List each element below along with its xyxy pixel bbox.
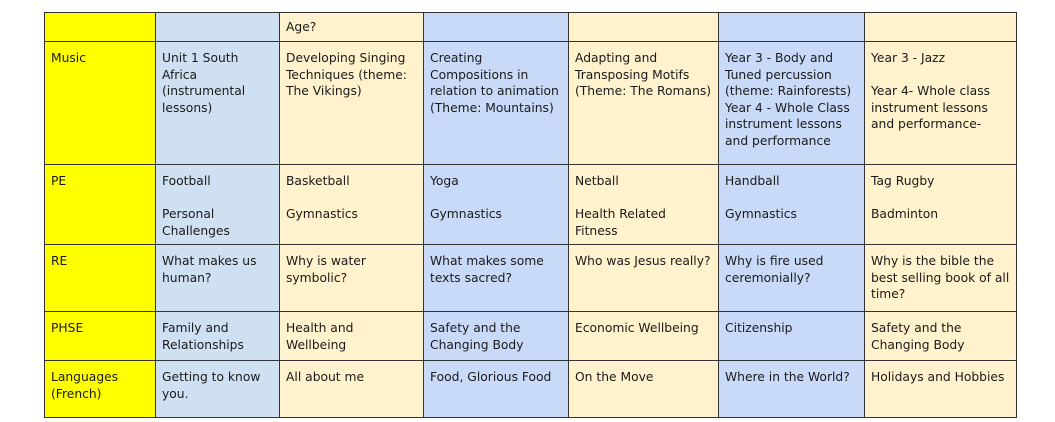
table-cell: Creating Compositions in relation to animation (Theme: Mountains) [424,42,569,165]
table-row-pe [45,165,1017,245]
table-cell: Health and Wellbeing [280,312,424,361]
table-cell: Football Personal Challenges [156,165,280,245]
table-cell: Getting to know you. [156,361,280,418]
table-cell [424,13,569,42]
table-cell: Tag Rugby Badminton [865,165,1017,245]
table-cell: Unit 1 South Africa (instrumental lessons) [156,42,280,165]
table-cell: Safety and the Changing Body [865,312,1017,361]
table-row-re [45,245,1017,312]
table-cell: Why is water symbolic? [280,245,424,312]
table-cell: Where in the World? [719,361,865,418]
table-cell: Holidays and Hobbies [865,361,1017,418]
table-cell [865,13,1017,42]
table-row-languages [45,361,1017,418]
table-cell: Family and Relationships [156,312,280,361]
table-cell: All about me [280,361,424,418]
table-cell: Economic Wellbeing [569,312,719,361]
table-cell: Handball Gymnastics [719,165,865,245]
table-cell [719,13,865,42]
table-cell: Why is the bible the best selling book of all time? [865,245,1017,312]
table-cell: Safety and the Changing Body [424,312,569,361]
table-cell: Who was Jesus really? [569,245,719,312]
subject-cell-pe: PE [45,165,156,245]
subject-cell-re: RE [45,245,156,312]
table-cell: Year 3 - Body and Tuned percussion (theme: Rainforests) Year 4 - Whole Class instrument lessons and performance [719,42,865,165]
subject-cell [45,13,156,42]
subject-cell-music: Music [45,42,156,165]
table-cell: Age? [280,13,424,42]
table-cell: Citizenship [719,312,865,361]
table-cell: Adapting and Transposing Motifs (Theme: The Romans) [569,42,719,165]
table-cell: Netball Health Related Fitness [569,165,719,245]
subject-cell-languages: Languages (French) [45,361,156,418]
subject-cell-phse: PHSE [45,312,156,361]
table-cell [156,13,280,42]
table-cell: What makes some texts sacred? [424,245,569,312]
curriculum-table [44,12,1017,418]
table-cell [569,13,719,42]
table-row-phse [45,312,1017,361]
table-cell: Developing Singing Techniques (theme: The Vikings) [280,42,424,165]
table-cell: Why is fire used ceremonially? [719,245,865,312]
table-cell: On the Move [569,361,719,418]
table-cell: Yoga Gymnastics [424,165,569,245]
table-row-header [45,13,1017,42]
table-cell: Food, Glorious Food [424,361,569,418]
table-row-music [45,42,1017,165]
table-cell: Basketball Gymnastics [280,165,424,245]
table-cell: Year 3 - Jazz Year 4- Whole class instrument lessons and performance- [865,42,1017,165]
table-cell: What makes us human? [156,245,280,312]
